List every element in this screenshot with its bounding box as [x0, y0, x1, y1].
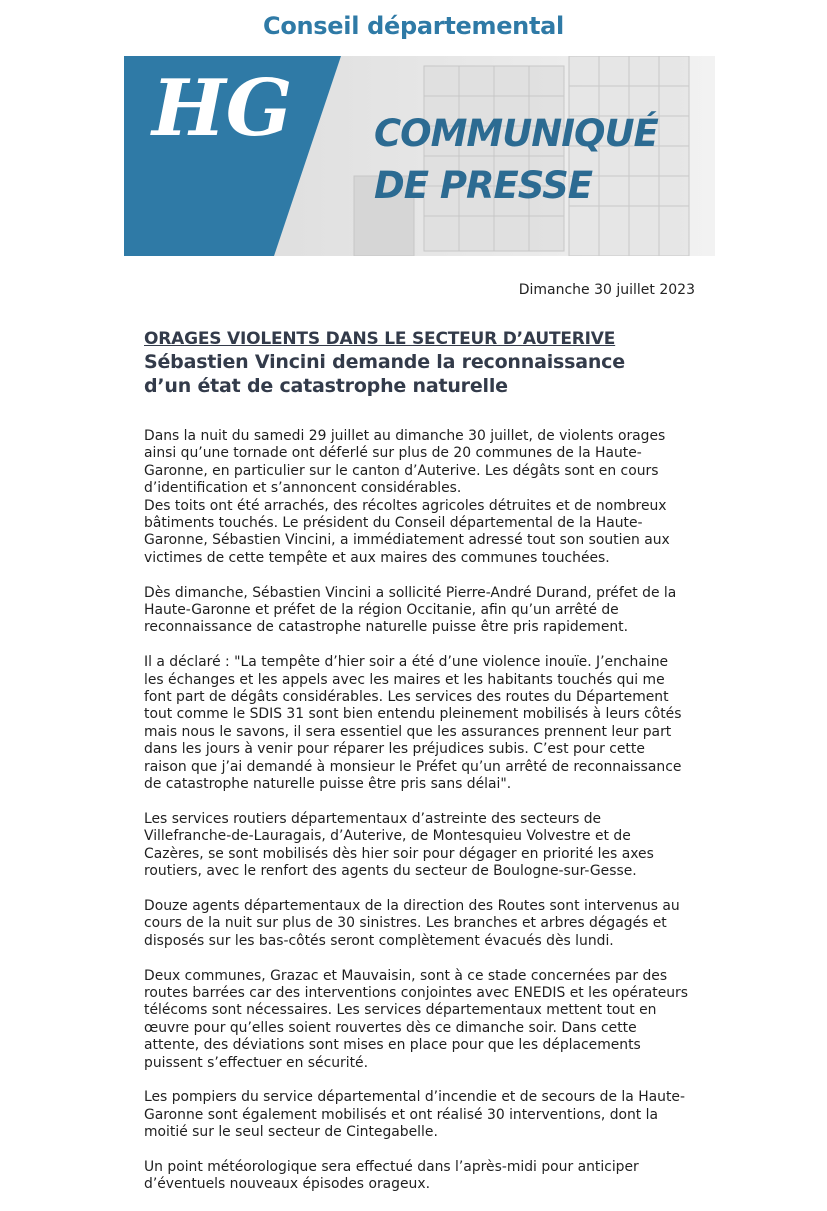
paragraph	[144, 811, 704, 881]
hg-logo: HG	[152, 63, 293, 154]
paragraph-line: Des toits ont été arrachés, des récoltes agricoles détruites et de nombreux	[144, 497, 667, 514]
paragraph	[144, 1159, 704, 1194]
paragraph-line: disposés sur les bas-côtés seront complètement évacués dès lundi.	[144, 932, 614, 949]
paragraph-line: tout comme le SDIS 31 sont bien entendu pleinement mobilisés à leurs côtés	[144, 706, 682, 723]
paragraph-line: œuvre pour qu’elles soient rouvertes dès ce dimanche soir. Dans cette	[144, 1019, 637, 1036]
headline-title-line2: d’un état de catastrophe naturelle	[144, 375, 508, 397]
paragraph	[144, 585, 704, 637]
paragraph-line: routiers, avec le renfort des agents du secteur de Boulogne-sur-Gesse.	[144, 863, 637, 880]
paragraph-line: victimes de cette tempête et aux maires des communes touchées.	[144, 549, 610, 566]
paragraph-line: télécoms sont nécessaires. Les services départementaux mettent tout en	[144, 1002, 657, 1019]
headline-block	[144, 328, 704, 398]
paragraph-line: ainsi qu’une tornade ont déferlé sur plus de 20 communes de la Haute-	[144, 445, 642, 462]
paragraph-line: Les services routiers départementaux d’astreinte des secteurs de	[144, 810, 602, 827]
paragraph-line: routes barrées car des interventions conjointes avec ENEDIS et les opérateurs	[144, 984, 688, 1001]
paragraph-line: d’éventuels nouveaux épisodes orageux.	[144, 1176, 430, 1193]
paragraph	[144, 968, 704, 1072]
paragraph-line: d’identification et s’annoncent considérables.	[144, 480, 462, 497]
paragraph-line: Douze agents départementaux de la direction des Routes sont intervenus au	[144, 897, 680, 914]
paragraph-line: Cazères, se sont mobilisés dès hier soir pour dégager en priorité les axes	[144, 845, 654, 862]
banner-title-line2: DE PRESSE	[374, 164, 593, 207]
banner-title-line1: COMMUNIQUÉ	[374, 112, 658, 155]
paragraph-line: Il a déclaré : "La tempête d’hier soir a été d’une violence inouïe. J’enchaine	[144, 654, 669, 671]
paragraph-line: Dès dimanche, Sébastien Vincini a sollicité Pierre-André Durand, préfet de la	[144, 584, 677, 601]
paragraph-line: Garonne, Sébastien Vincini, a immédiatement adressé tout son soutien aux	[144, 532, 670, 549]
publication-date: Dimanche 30 juillet 2023	[518, 282, 695, 298]
paragraph-line: cours de la nuit sur plus de 30 sinistres. Les branches et arbres dégagés et	[144, 915, 667, 932]
paragraph-line: moitié sur le seul secteur de Cintegabelle.	[144, 1124, 438, 1141]
paragraph-line: puissent s’effectuer en sécurité.	[144, 1054, 369, 1071]
paragraph-line: bâtiments touchés. Le président du Conseil départemental de la Haute-	[144, 515, 643, 532]
headline-title-line1: Sébastien Vincini demande la reconnaissance	[144, 351, 625, 373]
paragraph-line: font part de dégâts considérables. Les services des routes du Département	[144, 689, 669, 706]
paragraph-line: Villefranche-de-Lauragais, d’Auterive, de Montesquieu Volvestre et de	[144, 828, 631, 845]
paragraph-line: Deux communes, Grazac et Mauvaisin, sont à ce stade concernées par des	[144, 967, 668, 984]
paragraph-line: Garonne, en particulier sur le canton d’Auterive. Les dégâts sont en cours	[144, 462, 659, 479]
paragraph-line: Haute-Garonne et préfet de la région Occitanie, afin qu’un arrêté de	[144, 602, 619, 619]
paragraph	[144, 898, 704, 950]
paragraph	[144, 1089, 704, 1141]
paragraph-line: reconnaissance de catastrophe naturelle puisse être pris rapidement.	[144, 619, 629, 636]
paragraph-line: raison que j’ai demandé à monsieur le Préfet qu’un arrêté de reconnaissance	[144, 758, 682, 775]
article-body	[144, 428, 704, 1211]
paragraph-line: les échanges et les appels avec les maires et les habitants touchés qui me	[144, 671, 665, 688]
paragraph-line: attente, des déviations sont mises en place pour que les déplacements	[144, 1037, 641, 1054]
org-title: Conseil départemental	[263, 12, 564, 40]
paragraph-line: Les pompiers du service départemental d’incendie et de secours de la Haute-	[144, 1089, 685, 1106]
paragraph-line: Dans la nuit du samedi 29 juillet au dimanche 30 juillet, de violents orages	[144, 428, 666, 444]
paragraph-line: Garonne sont également mobilisés et ont réalisé 30 interventions, dont la	[144, 1106, 659, 1123]
paragraph	[144, 654, 704, 793]
paragraph-line: Un point météorologique sera effectué dans l’après-midi pour anticiper	[144, 1158, 639, 1175]
paragraph-line: de catastrophe naturelle puisse être pris sans délai".	[144, 776, 512, 793]
paragraph	[144, 428, 704, 567]
headline-kicker: ORAGES VIOLENTS DANS LE SECTEUR D’AUTERIVE	[144, 329, 616, 349]
paragraph-line: dans les jours à venir pour réparer les préjudices subis. C’est pour cette	[144, 741, 645, 758]
press-release-banner	[124, 56, 715, 256]
paragraph-line: mais nous le savons, il sera essentiel que les assurances prennent leur part	[144, 723, 672, 740]
